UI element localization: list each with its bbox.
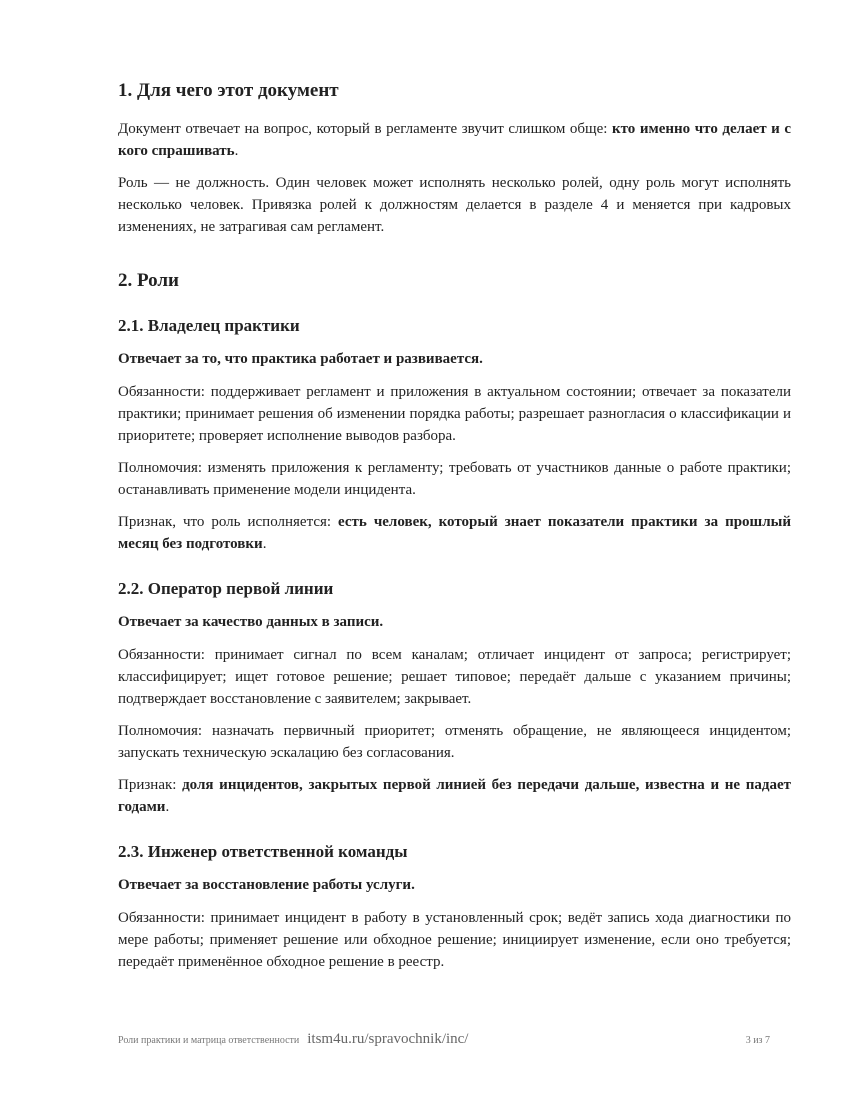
role-3-duties: Обязанности: принимает инцидент в работу в установленный срок; ведёт запись хода диагностики по мере работы; применяет решение или обходное решение; инициирует изменение, если оно требуется; передаёт применённое обходное решение в реестр.: [118, 910, 791, 970]
page-footer: [118, 1031, 770, 1055]
section-1-paragraph-1: [118, 118, 791, 162]
section-1-heading: 1. Для чего этот документ: [118, 80, 339, 101]
section-1-paragraph-2: Роль — не должность. Один человек может исполнять несколько ролей, одну роль могут исполнять несколько человек. Привязка ролей к должностям делается в разделе 4 и меняется при кадровых изменениях, не затрагивая сам регламент.: [118, 175, 791, 235]
text: Документ отвечает на вопрос, который в регламенте звучит слишком обще:: [118, 121, 612, 137]
text: Признак:: [118, 777, 183, 793]
role-1-heading: 2.1. Владелец практики: [118, 316, 300, 335]
emphasis: есть человек, который знает показатели практики за прошлый месяц без подготовки: [118, 514, 791, 552]
role-2-sign: [118, 774, 791, 818]
text: .: [262, 536, 267, 552]
role-3-lead: Отвечает за восстановление работы услуги.: [118, 877, 415, 893]
role-1-duties: Обязанности: поддерживает регламент и приложения в актуальном состоянии; отвечает за показатели практики; принимает решения об изменении порядка работы; разрешает разногласия о классификации и приоритете; проверяет исполнение выводов разбора.: [118, 384, 791, 444]
text: .: [165, 799, 170, 815]
emphasis: кто именно что делает и с кого спрашивать: [118, 121, 792, 159]
role-2-heading: 2.2. Оператор первой линии: [118, 579, 334, 598]
role-1-sign: [118, 511, 791, 555]
document-page: [118, 78, 791, 983]
role-1-powers: Полномочия: изменять приложения к регламенту; требовать от участников данные о работе практики; останавливать применение модели инцидента.: [118, 460, 791, 498]
role-2-duties: Обязанности: принимает сигнал по всем каналам; отличает инцидент от запроса; регистрирует; классифицирует; ищет готовое решение; решает типовое; передаёт дальше с указанием причины; подтверждает восстановление с заявителем; закрывает.: [118, 647, 791, 707]
text: Признак, что роль исполняется:: [118, 514, 339, 530]
footer-url-link[interactable]: itsm4u.ru/spravochnik/inc/: [307, 1031, 469, 1047]
text: .: [234, 143, 239, 159]
footer-page-number: 3 из 7: [745, 1035, 770, 1046]
footer-doc-title: Роли практики и матрица ответственности: [118, 1035, 300, 1046]
role-2-powers: Полномочия: назначать первичный приоритет; отменять обращение, не являющееся инцидентом; запускать техническую эскалацию без согласования.: [118, 723, 791, 761]
role-1-lead: Отвечает за то, что практика работает и развивается.: [118, 351, 483, 367]
role-2-lead: Отвечает за качество данных в записи.: [118, 614, 384, 630]
emphasis: доля инцидентов, закрытых первой линией без передачи дальше, известна и не падает годами: [118, 777, 791, 815]
section-2-heading: 2. Роли: [118, 270, 179, 291]
role-3-heading: 2.3. Инженер ответственной команды: [118, 842, 408, 861]
